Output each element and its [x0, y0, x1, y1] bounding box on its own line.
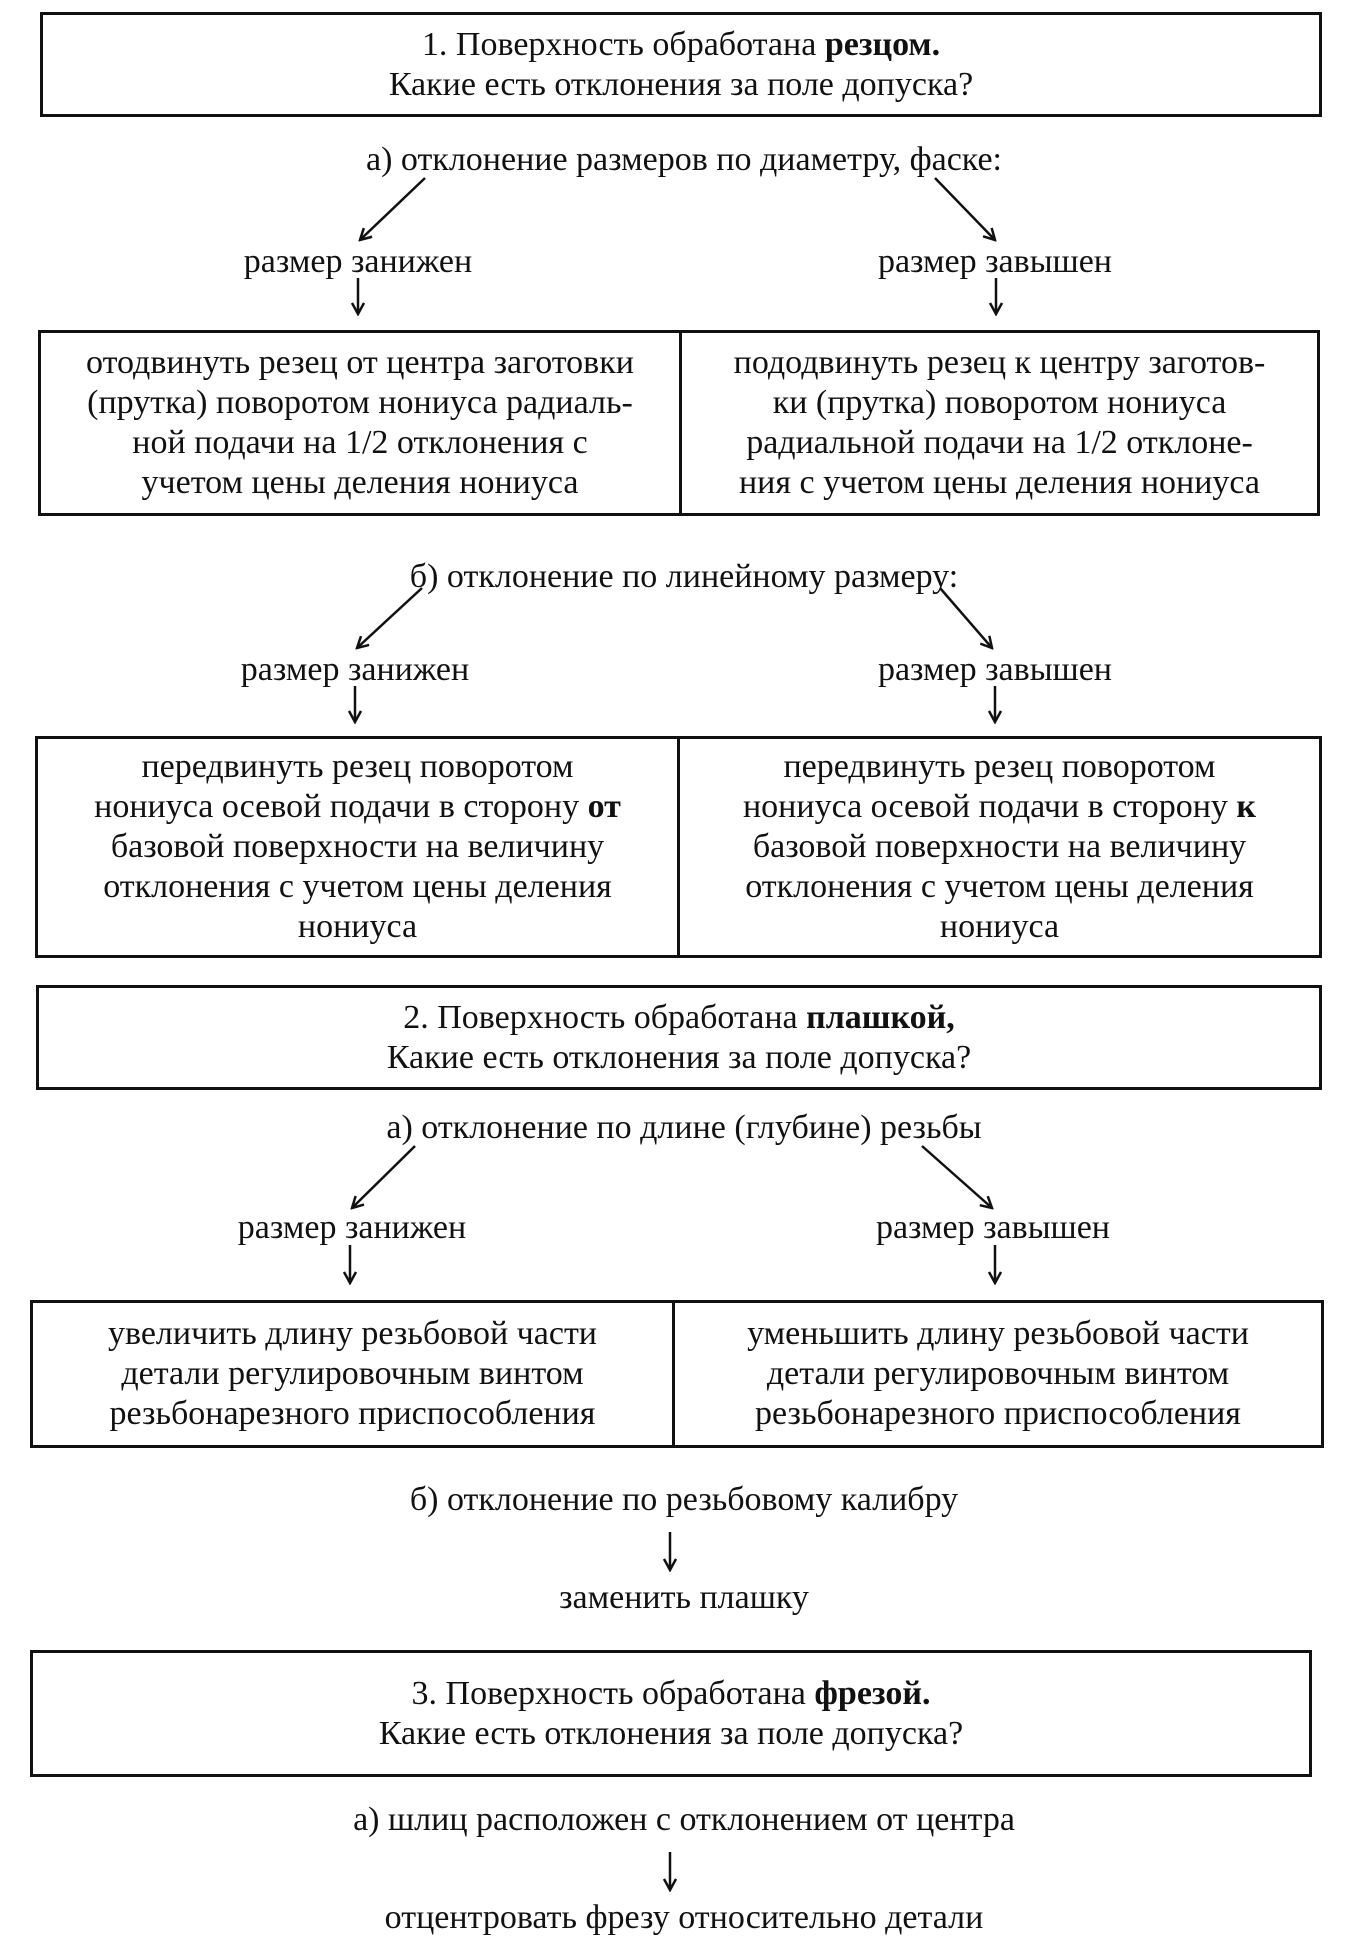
tool-name-die: плашкой,: [806, 998, 955, 1036]
section1-title-line1: 1. Поверхность обработана резцом.: [421, 25, 941, 63]
section2-case-a-heading: а) отклонение по длине (глубине) резьбы: [386, 1109, 982, 1146]
section2a-left-label: размер занижен: [237, 1209, 467, 1246]
arrow-1a-right: [935, 178, 995, 240]
section1a-left-action: отодвинуть резец от центра заготовки (прутка) поворотом нониуса радиаль- ной подачи на 1/2 отклонения с учетом цены деления нониуса: [41, 333, 682, 513]
section1a-actions: [38, 330, 1320, 516]
section3a-action: отцентровать фрезу относительно детали: [384, 1899, 984, 1936]
arrow-2a-left: [352, 1146, 415, 1208]
section2a-left-action: увеличить длину резьбовой части детали регулировочным винтом резьбонарезного приспособления: [33, 1303, 675, 1445]
section1b-left-label: размер занижен: [240, 651, 470, 688]
arrow-2a-right: [922, 1146, 992, 1208]
section1-title-box: [40, 12, 1322, 117]
section2-title-line1: 2. Поверхность обработана плашкой,: [403, 998, 955, 1036]
section1b-left-action: передвинуть резец поворотом нониуса осевой подачи в сторону от базовой поверхности на величину отклонения с учетом цены деления нониуса: [38, 739, 680, 955]
section1a-right-label: размер завышен: [877, 243, 1113, 280]
section3-title-line2: Какие есть отклонения за поле допуска?: [378, 1714, 964, 1752]
direction-away-word: от: [587, 788, 621, 825]
section2a-right-action: уменьшить длину резьбовой части детали регулировочным винтом резьбонарезного приспособления: [747, 1315, 1249, 1432]
section2-title-line2: Какие есть отклонения за поле допуска?: [386, 1038, 972, 1076]
section1a-right-action: пододвинуть резец к центру заготов- ки (прутка) поворотом нониуса радиальной подачи на 1/2 отклоне- ния с учетом цены деления нониуса: [733, 344, 1266, 501]
section2-title-box: [36, 985, 1322, 1090]
section2-case-b-heading: б) отклонение по резьбовому калибру: [409, 1481, 959, 1518]
section1a-left-label: размер занижен: [243, 243, 473, 280]
tool-name-cutter: резцом.: [824, 25, 941, 63]
tool-name-mill: фрезой.: [814, 1674, 931, 1712]
section1b-right-label: размер завышен: [877, 651, 1113, 688]
section3-case-a-heading: а) шлиц расположен с отклонением от центра: [353, 1801, 1015, 1838]
arrow-1b-right: [940, 588, 992, 648]
section1-case-a-heading: а) отклонение размеров по диаметру, фаске:: [365, 141, 1002, 178]
arrow-1a-left: [360, 178, 425, 240]
section3-title-box: [30, 1650, 1312, 1777]
direction-toward-word: к: [1236, 788, 1257, 825]
section2b-action: заменить плашку: [559, 1579, 809, 1616]
section1-title-line2: Какие есть отклонения за поле допуска?: [388, 65, 974, 103]
section3-title-line1: 3. Поверхность обработана фрезой.: [411, 1674, 931, 1712]
section2a-right-label: размер завышен: [875, 1209, 1111, 1246]
section1b-actions: [35, 736, 1322, 958]
section1b-right-action: передвинуть резец поворотом нониуса осевой подачи в сторону к базовой поверхности на величину отклонения с учетом цены деления нониуса: [742, 748, 1257, 945]
section1-case-b-heading: б) отклонение по линейному размеру:: [409, 558, 959, 595]
arrow-1b-left: [357, 588, 422, 648]
section2a-actions: [30, 1300, 1324, 1448]
